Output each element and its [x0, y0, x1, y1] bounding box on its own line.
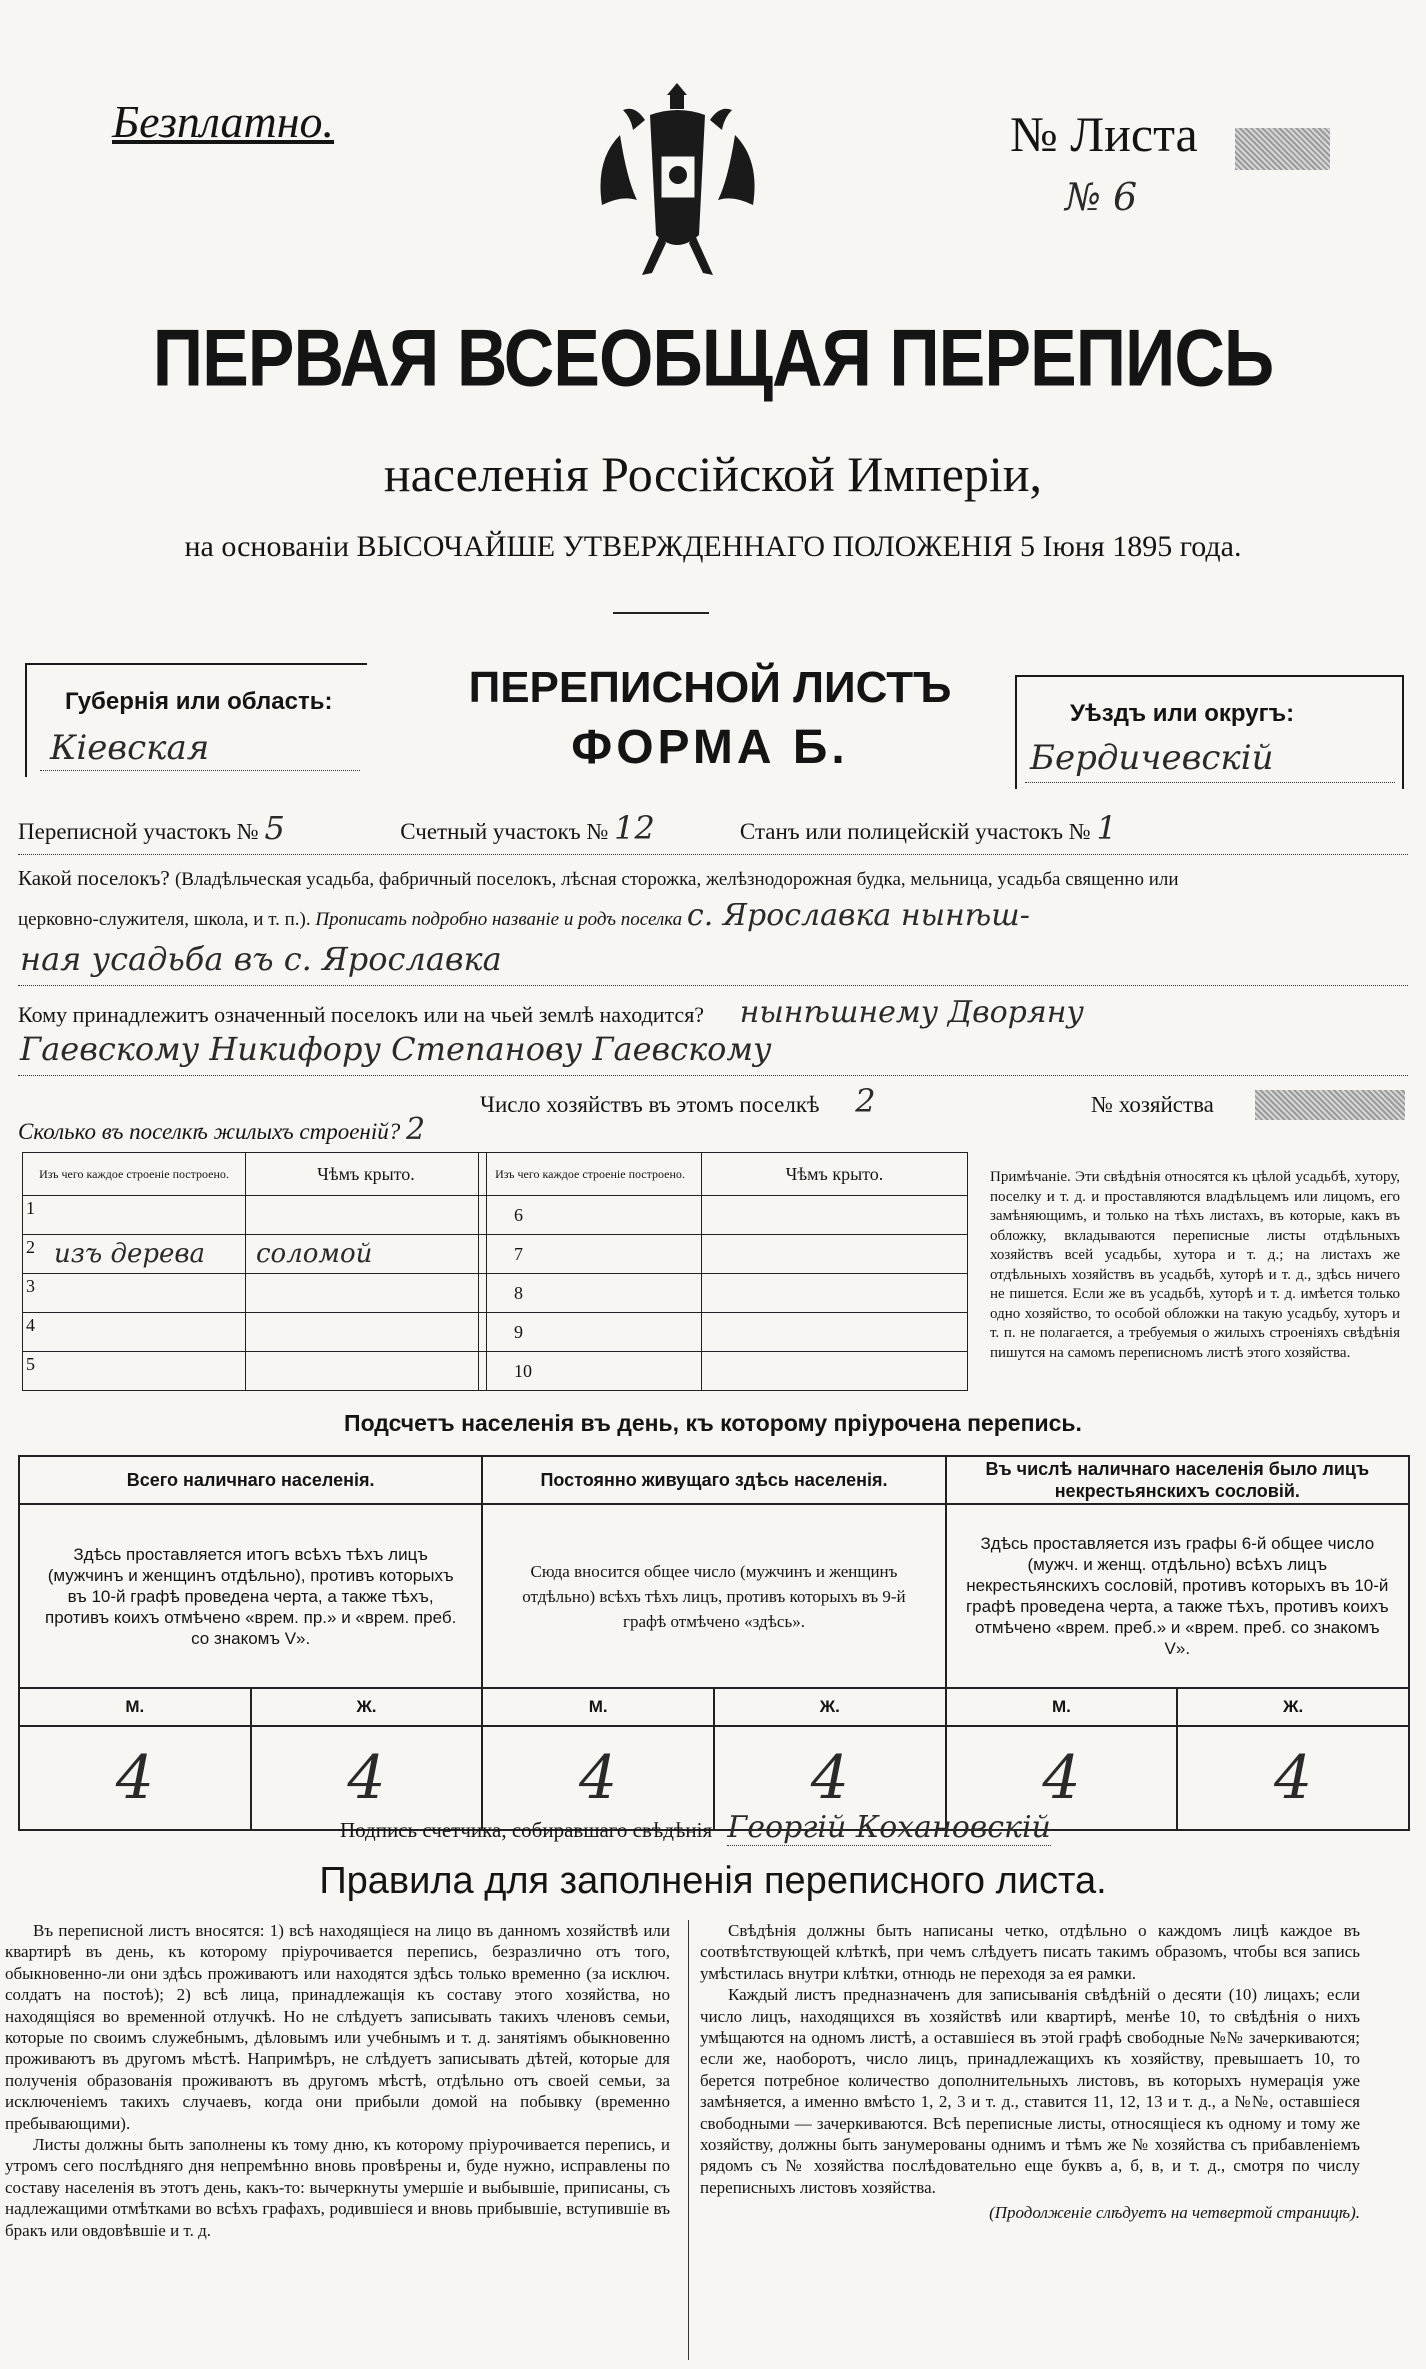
building-row: 8 [479, 1274, 702, 1313]
female-count: 4 [251, 1726, 483, 1830]
station-value: 1 [1096, 809, 1117, 847]
rule [18, 854, 1408, 855]
settlement-hint-2: церковно-служителя, школа, и т. п.). [18, 909, 311, 930]
settlement-label: Какой поселокъ? [18, 866, 170, 890]
rules-left-column [5, 1920, 670, 2241]
female-header: Ж. [251, 1688, 483, 1726]
signature-value: Георгій Кохановскій [727, 1810, 1051, 1845]
count-heading: Подсчетъ населенія въ день, къ которому пріурочена перепись. [344, 1410, 1082, 1436]
gubernia-underline [40, 770, 360, 771]
building-row: 9 [479, 1313, 702, 1352]
rules-title: Правила для заполненія переписного листа. [319, 1860, 1107, 1902]
building-row: 6 [479, 1196, 702, 1235]
count-district-value: 12 [614, 809, 655, 847]
rules-paragraph: Свѣдѣнія должны быть написаны четко, отдѣльно о каждомъ лицѣ каждое въ соотвѣтствующей клѣткѣ, при чемъ слѣдуетъ писать такимъ образомъ, чтобы вся запись умѣстилась внутри клѣтки, отнюдь не переходя за ея рамки. [700, 1921, 1360, 1983]
building-row: 2 изъ дерева [23, 1235, 246, 1274]
rule [18, 1075, 1408, 1076]
female-count: 4 [714, 1726, 946, 1830]
sheet-number-value: № 6 [1065, 175, 1138, 219]
col-material-header: Изъ чего каждое строеніе построено. [479, 1153, 702, 1196]
male-header: М. [19, 1688, 251, 1726]
rules-paragraph: Листы должны быть заполнены къ тому дню, къ которому пріурочивается перепись, и утромъ сего послѣдняго дня непремѣнно вновь провѣрены и, буде нужно, исправлены по составу населенія въ этотъ день, какъ-то: вычеркнуты умершіе и выбывшіе, приписаны, съ надлежащими отмѣтками во всѣхъ графахъ, родившіеся и вновь прибывшіе, вступившіе въ бракъ или овдовѣвшіе и т. д. [5, 2135, 670, 2240]
female-header: Ж. [714, 1688, 946, 1726]
owner-value: нынѣшнему Дворяну [739, 995, 1084, 1030]
count-group-desc: Здѣсь проставляется изъ графы 6-й общее число (мужч. и женщ. отдѣльно) всѣхъ лицъ некрестьянскихъ сословій, противъ которыхъ въ 10-й графѣ проведена черта, а также тѣхъ, противъ коихъ отмѣчено «врем. преб.» и «врем. преб. со знакомъ V». [946, 1504, 1409, 1688]
gubernia-label: Губернія или область: [65, 688, 333, 715]
column-divider [688, 1920, 689, 2360]
male-count: 4 [946, 1726, 1178, 1830]
building-row: 1 [23, 1196, 246, 1235]
page-title: ПЕРВАЯ ВСЕОБЩАЯ ПЕРЕПИСЬ [152, 313, 1274, 403]
line-settlement-2 [18, 898, 1418, 933]
households-value: 2 [855, 1082, 876, 1120]
census-district-label: Переписной участокъ № [18, 819, 259, 844]
building-row: 4 [23, 1313, 246, 1352]
station-label: Станъ или полицейскій участокъ № [739, 819, 1091, 844]
rules-paragraph: Въ переписной листъ вносятся: 1) всѣ находящіеся на лицо въ данномъ хозяйствѣ или квартирѣ въ день, къ которому пріурочивается перепись, безразлично отъ того, обыкновенно-ли они здѣсь проживаютъ или находятся здѣсь только временно (за исключ. солдатъ на постоѣ); 2) всѣ лица, принадлежащія къ составу этого хозяйства, но находящіяся во временной отлучкѣ. Но не слѣдуетъ записывать такихъ членовъ семьи, которые по своимъ служебнымъ, дѣловымъ или учебнымъ и т. д. занятіямъ обыкновенно проживаютъ въ другомъ мѣстѣ. Напримѣръ, не слѣдуетъ записывать дѣтей, которые для полученія образованія проживаютъ въ другомъ мѣстѣ, отдѣльно отъ своей семьи, за исключеніемъ такихъ случаевъ, когда они прибыли домой на побывку (временно пребывающими). [5, 1921, 670, 2133]
line-owner [18, 995, 1418, 1030]
male-count: 4 [19, 1726, 251, 1830]
female-header: Ж. [1177, 1688, 1409, 1726]
signature-line [340, 1810, 1051, 1845]
redaction-mark [1255, 1090, 1405, 1120]
sheet-title: ПЕРЕПИСНОЙ ЛИСТЪ [468, 663, 952, 712]
settlement-value-2: ная усадьба въ с. Ярославка [20, 940, 502, 978]
count-group-title: Въ числѣ наличнаго населенія было лицъ некрестьянскихъ сословій. [946, 1456, 1409, 1504]
line-districts [18, 809, 1408, 848]
signature-label: Подпись счетчика, собиравшаго свѣдѣнія [340, 1818, 713, 1842]
settlement-hint: (Владѣльческая усадьба, фабричный поселокъ, лѣсная сторожка, желѣзнодорожная будка, мельница, усадьба священно или [174, 869, 1179, 890]
form-title: ФОРМА Б. [571, 721, 849, 774]
household-no-label: № хозяйства [1091, 1092, 1214, 1117]
uezd-underline [1025, 782, 1395, 783]
buildings-label: Сколько въ поселкѣ жилыхъ строеній? [18, 1119, 401, 1144]
households-label: Число хозяйствъ въ этомъ поселкѣ [480, 1092, 820, 1117]
building-row: 3 [23, 1274, 246, 1313]
uezd-value: Бердичевскій [1030, 738, 1274, 778]
building-row: 7 [479, 1235, 702, 1274]
settlement-value: с. Ярославка нынѣш- [686, 898, 1030, 933]
col-roof-header: Чѣмъ крыто. [246, 1153, 487, 1196]
count-group-title: Постоянно живущаго здѣсь населенія. [482, 1456, 945, 1504]
count-district-label: Счетный участокъ № [400, 819, 609, 844]
male-header: М. [946, 1688, 1178, 1726]
owner-value-2: Гаевскому Никифору Степанову Гаевскому [20, 1030, 772, 1068]
owner-label: Кому принадлежитъ означенный поселокъ или на чьей землѣ находится? [18, 1002, 705, 1027]
buildings-table-left: Изъ чего каждое строеніе построено. Чѣмъ крыто. 1 2 изъ дерева соломой 3 4 5 [22, 1152, 487, 1391]
uezd-label: Уѣздъ или округъ: [1070, 700, 1295, 727]
male-header: М. [482, 1688, 714, 1726]
female-count: 4 [1177, 1726, 1409, 1830]
count-group-title: Всего наличнаго населенія. [19, 1456, 482, 1504]
building-row: 5 [23, 1352, 246, 1391]
page-subtitle: населенія Россійской Имперіи, [383, 446, 1043, 502]
settlement-instruction: Прописать подробно названіе и родъ поселка [315, 909, 683, 930]
free-label: Безплатно. [112, 96, 335, 147]
rule [18, 985, 1408, 986]
divider [613, 612, 709, 614]
count-group-desc: Сюда вносится общее число (мужчинъ и женщинъ отдѣльно) всѣхъ тѣхъ лицъ, противъ которыхъ въ 9-й графѣ отмѣчено «здѣсь». [482, 1504, 945, 1688]
line-buildings [18, 1112, 425, 1147]
census-district-value: 5 [264, 809, 285, 847]
sheet-number-label: № Листа [1010, 106, 1198, 162]
building-row: 10 [479, 1352, 702, 1391]
gubernia-value: Кіевская [50, 728, 210, 768]
buildings-value: 2 [405, 1112, 426, 1147]
count-group-desc: Здѣсь проставляется итогъ всѣхъ тѣхъ лицъ (мужчинъ и женщинъ отдѣльно), противъ которыхъ въ 10-й графѣ проведена черта, а также тѣхъ, противъ коихъ отмѣчено «врем. пр.» и «врем. преб. со знакомъ V». [19, 1504, 482, 1688]
redaction-mark [1235, 128, 1330, 170]
coat-of-arms-icon [590, 75, 765, 295]
buildings-note: Примѣчаніе. Эти свѣдѣнія относятся къ цѣлой усадьбѣ, хутору, поселку и т. д. и проставляются владѣльцемъ или лицомъ, его замѣняющимъ, и только на тѣхъ листахъ, въ которые, какъ въ обложку, вкладываются переписные листы отдѣльныхъ хозяйствъ всей усадьбы, хутора и т. д.; на листахъ же отдѣльныхъ хозяйствъ въ усадьбѣ, хуторѣ и т. д., здѣсь ничего не пишется. Если же въ усадьбѣ, хуторѣ и т. д. имѣется только одно хозяйство, то особой обложки на такую усадьбу, хуторъ и т. п. не полагается, а требуемыя о жилыхъ строеніяхъ свѣдѣнія пишутся на самомъ переписномъ листѣ этого хозяйства. [990, 1169, 1400, 1361]
rules-paragraph: Каждый листъ предназначенъ для записыванія свѣдѣній о десяти (10) лицахъ; если число лицъ, находящихся въ хозяйствѣ или квартирѣ, менѣе 10, то свѣдѣнія о нихъ умѣщаются на одномъ листѣ, а оставшіеся въ этой графѣ свободные №№ зачеркиваются; если же, наоборотъ, число лицъ, принадлежащихъ къ хозяйству, превышаетъ 10, то берется потребное количество дополнительныхъ листовъ, въ которыхъ нумерація уже замѣняется, а именно вмѣсто 1, 2, 3 и т. д., ставится 11, 12, 13 и т. д., а №№, оставшіеся свободными — зачеркиваются. Всѣ переписные листы, относящіеся къ одному и тому же хозяйству, должны быть занумерованы однимъ и тѣмъ же № хозяйства съ прибавленіемъ рядомъ съ № хозяйства послѣдовательно еще буквъ а, б, в, и т. д., смотря по числу переписныхъ листовъ хозяйства. [700, 1985, 1360, 2197]
basis-line: на основаніи ВЫСОЧАЙШЕ УТВЕРЖДЕННАГО ПОЛОЖЕНІЯ 5 Іюня 1895 года. [184, 530, 1242, 563]
col-roof-header: Чѣмъ крыто. [702, 1153, 968, 1196]
male-count: 4 [482, 1726, 714, 1830]
line-settlement [18, 866, 1418, 891]
count-table [18, 1455, 1410, 1831]
continued-note: (Продолженіе слѣдуетъ на четвертой страницѣ). [989, 2203, 1360, 2223]
rules-right-column [700, 1920, 1360, 2224]
col-material-header: Изъ чего каждое строеніе построено. [23, 1153, 246, 1196]
buildings-table-right [478, 1152, 968, 1391]
